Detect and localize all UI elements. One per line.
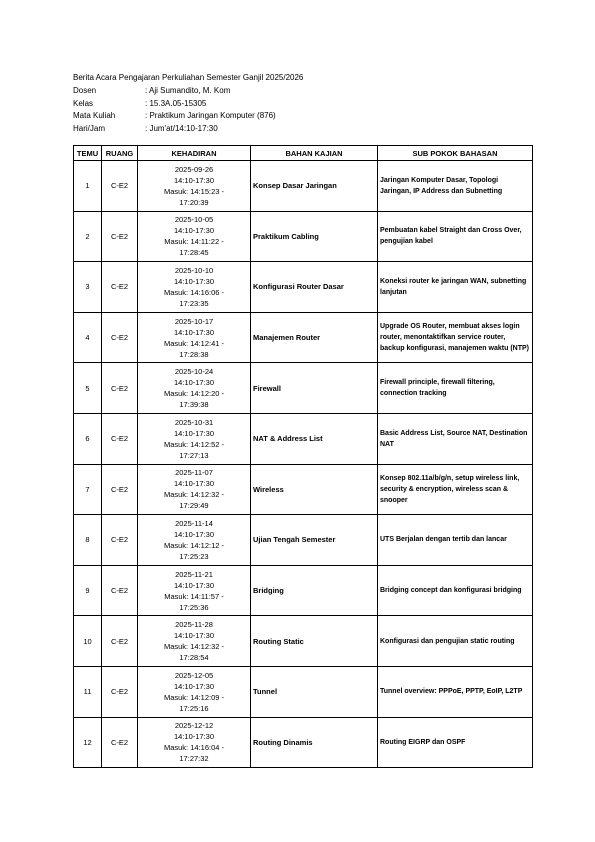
attendance-date: 2025-10-17 <box>174 316 214 326</box>
cell-kehadiran <box>138 161 251 212</box>
attendance-schedule: 14:10-17:30 <box>173 479 215 489</box>
cell-kehadiran <box>138 464 251 515</box>
schedule-table <box>73 145 533 768</box>
info-row-dosen <box>73 85 276 98</box>
cell-kehadiran <box>138 413 251 464</box>
table-row <box>74 413 533 464</box>
cell-kehadiran <box>138 515 251 566</box>
cell-bahan-kajian: Routing Static <box>251 616 378 667</box>
column-header-sub-pokok-bahasan: SUB POKOK BAHASAN <box>378 146 533 161</box>
column-header-bahan-kajian: BAHAN KAJIAN <box>251 146 378 161</box>
info-value: : 15.3A.05-15305 <box>145 98 207 108</box>
cell-temu: 4 <box>74 312 102 363</box>
info-row-hari-jam <box>73 123 276 136</box>
table-body <box>74 161 533 768</box>
info-value: : Praktikum Jaringan Komputer (876) <box>145 111 276 120</box>
cell-sub-pokok-bahasan: Basic Address List, Source NAT, Destination NAT <box>378 413 533 464</box>
attendance-checkin: Masuk: 14:12:41 - <box>163 338 225 348</box>
cell-bahan-kajian: Praktikum Cabling <box>251 211 378 262</box>
attendance-checkin: Masuk: 14:12:32 - <box>163 642 225 652</box>
cell-temu: 3 <box>74 262 102 313</box>
attendance-date: 2025-11-07 <box>175 468 213 478</box>
table-header-row <box>74 146 533 161</box>
cell-ruang: C-E2 <box>102 515 138 566</box>
table-row <box>74 211 533 262</box>
cell-temu: 6 <box>74 413 102 464</box>
table-row <box>74 666 533 717</box>
info-label: Mata Kuliah <box>73 111 116 120</box>
table-row <box>74 312 533 363</box>
cell-kehadiran <box>138 666 251 717</box>
attendance-checkin: Masuk: 14:12:52 - <box>163 439 225 449</box>
attendance-checkin: Masuk: 14:11:22 - <box>164 237 224 247</box>
attendance-schedule: 14:10-17:30 <box>173 276 215 286</box>
cell-kehadiran <box>138 312 251 363</box>
cell-sub-pokok-bahasan: Tunnel overview: PPPoE, PPTP, EoIP, L2TP <box>378 666 533 717</box>
column-header-temu: TEMU <box>74 146 102 161</box>
attendance-checkin: Masuk: 14:11:57 - <box>164 591 224 601</box>
cell-bahan-kajian: Ujian Tengah Semester <box>251 515 378 566</box>
cell-bahan-kajian: Firewall <box>251 363 378 414</box>
cell-kehadiran <box>138 565 251 616</box>
cell-bahan-kajian: Konsep Dasar Jaringan <box>251 161 378 212</box>
info-label: Dosen <box>73 86 97 95</box>
attendance-checkout: 17:28:54 <box>179 653 209 663</box>
document-title: Berita Acara Pengajaran Perkuliahan Semester Ganjil 2025/2026 <box>73 73 304 82</box>
cell-temu: 7 <box>74 464 102 515</box>
cell-bahan-kajian: Bridging <box>251 565 378 616</box>
attendance-checkout: 17:20:39 <box>179 197 209 207</box>
attendance-checkout: 17:25:23 <box>179 551 209 561</box>
cell-ruang: C-E2 <box>102 464 138 515</box>
column-header-kehadiran: KEHADIRAN <box>138 146 251 161</box>
attendance-checkin: Masuk: 14:12:32 - <box>163 490 225 500</box>
cell-temu: 2 <box>74 211 102 262</box>
cell-temu: 11 <box>74 666 102 717</box>
table-row <box>74 616 533 667</box>
attendance-checkin: Masuk: 14:15:23 - <box>163 186 225 196</box>
attendance-date: 2025-11-28 <box>175 620 213 630</box>
cell-ruang: C-E2 <box>102 413 138 464</box>
cell-kehadiran <box>138 363 251 414</box>
table-row <box>74 161 533 212</box>
cell-sub-pokok-bahasan: Upgrade OS Router, membuat akses login router, menontaktifkan service router, backup konfigurasi, manajemen waktu (NTP) <box>378 312 533 363</box>
cell-temu: 12 <box>74 717 102 768</box>
cell-ruang: C-E2 <box>102 262 138 313</box>
attendance-checkin: Masuk: 14:16:06 - <box>163 287 225 297</box>
attendance-checkout: 17:28:45 <box>179 248 209 258</box>
info-label: Hari/Jam <box>73 123 106 133</box>
cell-ruang: C-E2 <box>102 717 138 768</box>
attendance-schedule: 14:10-17:30 <box>173 580 215 590</box>
attendance-date: 2025-11-14 <box>175 518 213 528</box>
attendance-schedule: 14:10-17:30 <box>173 428 215 438</box>
cell-sub-pokok-bahasan: Pembuatan kabel Straight dan Cross Over, pengujian kabel <box>378 211 533 262</box>
cell-sub-pokok-bahasan: Konsep 802.11a/b/g/n, setup wireless link, security & encryption, wireless scan & snooper <box>378 464 533 515</box>
table-row <box>74 363 533 414</box>
cell-sub-pokok-bahasan: Jaringan Komputer Dasar, Topologi Jaringan, IP Address dan Subnetting <box>378 161 533 212</box>
attendance-date: 2025-10-31 <box>174 417 214 427</box>
cell-sub-pokok-bahasan: Koneksi router ke jaringan WAN, subnetting lanjutan <box>378 262 533 313</box>
info-value: : Jum'at/14:10-17:30 <box>145 123 218 133</box>
cell-bahan-kajian: Konfigurasi Router Dasar <box>251 262 378 313</box>
attendance-schedule: 14:10-17:30 <box>173 681 215 691</box>
attendance-checkout: 17:39:38 <box>179 400 209 410</box>
info-block <box>73 85 276 135</box>
cell-bahan-kajian: NAT & Address List <box>251 413 378 464</box>
attendance-date: 2025-11-21 <box>175 569 213 579</box>
info-value: : Aji Sumandito, M. Kom <box>145 86 231 95</box>
attendance-schedule: 14:10-17:30 <box>173 529 215 539</box>
attendance-checkout: 17:25:16 <box>179 703 209 713</box>
cell-temu: 8 <box>74 515 102 566</box>
attendance-date: 2025-10-10 <box>174 265 214 275</box>
table-row <box>74 262 533 313</box>
attendance-schedule: 14:10-17:30 <box>173 631 215 641</box>
cell-temu: 9 <box>74 565 102 616</box>
cell-temu: 10 <box>74 616 102 667</box>
table-row <box>74 515 533 566</box>
cell-bahan-kajian: Wireless <box>251 464 378 515</box>
attendance-schedule: 14:10-17:30 <box>173 327 215 337</box>
table-row <box>74 464 533 515</box>
attendance-checkout: 17:29:49 <box>179 501 209 511</box>
cell-kehadiran <box>138 717 251 768</box>
cell-sub-pokok-bahasan: Routing EIGRP dan OSPF <box>378 717 533 768</box>
attendance-schedule: 14:10-17:30 <box>173 732 215 742</box>
table-row <box>74 565 533 616</box>
attendance-checkout: 17:27:32 <box>179 754 209 764</box>
cell-sub-pokok-bahasan: UTS Berjalan dengan tertib dan lancar <box>378 515 533 566</box>
info-label: Kelas <box>73 98 94 108</box>
cell-ruang: C-E2 <box>102 666 138 717</box>
attendance-checkin: Masuk: 14:12:20 - <box>163 389 225 399</box>
info-row-kelas <box>73 98 276 111</box>
cell-ruang: C-E2 <box>102 616 138 667</box>
cell-sub-pokok-bahasan: Firewall principle, firewall filtering, connection tracking <box>378 363 533 414</box>
info-row-mata-kuliah <box>73 110 276 123</box>
attendance-date: 2025-10-24 <box>174 367 214 377</box>
attendance-checkin: Masuk: 14:16:04 - <box>163 743 225 753</box>
cell-ruang: C-E2 <box>102 312 138 363</box>
attendance-checkout: 17:25:36 <box>179 602 209 612</box>
attendance-date: 2025-12-12 <box>174 721 214 731</box>
attendance-date: 2025-12-05 <box>174 670 214 680</box>
cell-ruang: C-E2 <box>102 565 138 616</box>
cell-bahan-kajian: Tunnel <box>251 666 378 717</box>
attendance-checkin: Masuk: 14:12:09 - <box>163 692 225 702</box>
cell-sub-pokok-bahasan: Konfigurasi dan pengujian static routing <box>378 616 533 667</box>
attendance-schedule: 14:10-17:30 <box>173 175 215 185</box>
attendance-date: 2025-10-05 <box>174 215 214 225</box>
attendance-schedule: 14:10-17:30 <box>173 226 215 236</box>
attendance-checkout: 17:23:35 <box>179 298 209 308</box>
cell-temu: 1 <box>74 161 102 212</box>
cell-bahan-kajian: Manajemen Router <box>251 312 378 363</box>
attendance-checkout: 17:28:38 <box>179 349 209 359</box>
table-row <box>74 717 533 768</box>
cell-kehadiran <box>138 211 251 262</box>
attendance-checkout: 17:27:13 <box>179 450 209 460</box>
cell-ruang: C-E2 <box>102 211 138 262</box>
attendance-date: 2025-09-26 <box>174 164 214 174</box>
cell-kehadiran <box>138 616 251 667</box>
column-header-ruang: RUANG <box>102 146 138 161</box>
cell-temu: 5 <box>74 363 102 414</box>
cell-kehadiran <box>138 262 251 313</box>
cell-ruang: C-E2 <box>102 363 138 414</box>
cell-ruang: C-E2 <box>102 161 138 212</box>
attendance-checkin: Masuk: 14:12:12 - <box>163 540 225 550</box>
cell-bahan-kajian: Routing Dinamis <box>251 717 378 768</box>
attendance-schedule: 14:10-17:30 <box>173 378 215 388</box>
cell-sub-pokok-bahasan: Bridging concept dan konfigurasi bridging <box>378 565 533 616</box>
